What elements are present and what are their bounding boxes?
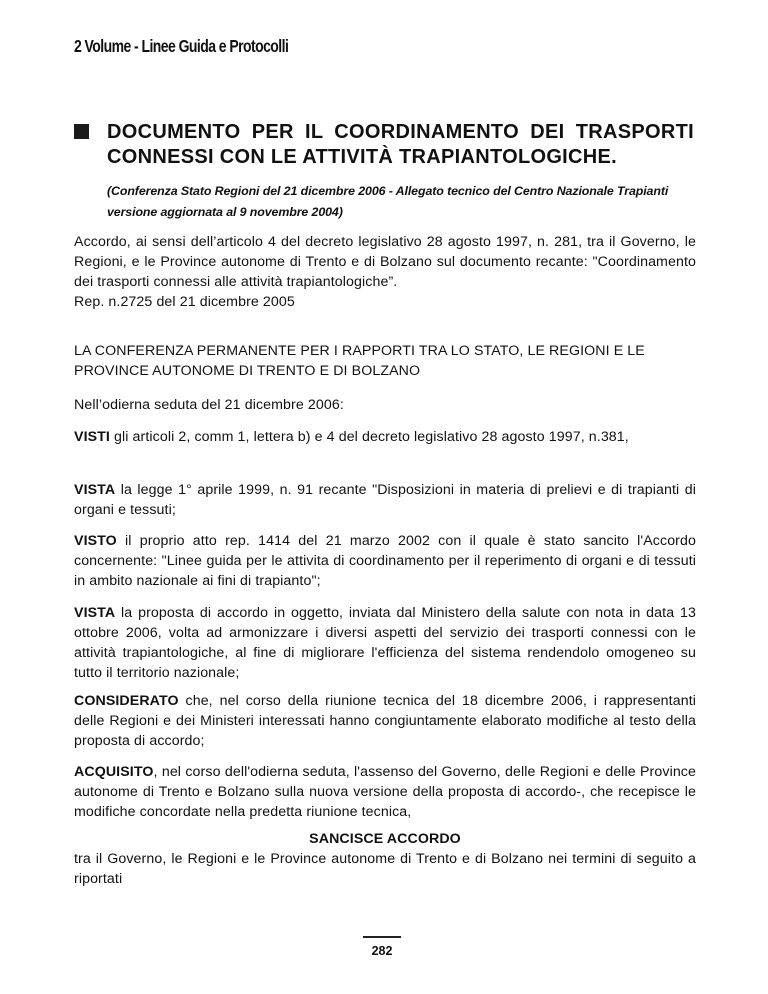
sancisce-heading: SANCISCE ACCORDO <box>309 831 461 847</box>
intro-paragraph <box>74 232 696 312</box>
premise-vista-proposta <box>74 603 696 683</box>
page-number: 282 <box>371 944 393 958</box>
premise-text: la legge 1° aprile 1999, n. 91 recante "Disposizioni in materia di prelievi e di trapianti di organi e tessuti; <box>74 482 696 518</box>
premise-text: il proprio atto rep. 1414 del 21 marzo 2002 con il quale è stato sancito l'Accordo concernente: "Linee guida per le attivita di coordinamento per il reperimento di organi e di tessuti in ambito nazionale ai fini di trapianto"; <box>74 533 696 589</box>
seduta-text: Nell’odierna seduta del 21 dicembre 2006: <box>74 397 344 413</box>
page-number-rule <box>363 936 401 938</box>
running-header: 2 Volume - Linee Guida e Protocolli <box>74 36 289 56</box>
conferenza-heading <box>74 341 696 381</box>
document-subtitle: (Conferenza Stato Regioni del 21 dicembre 2006 - Allegato tecnico del Centro Nazionale Trapianti versione aggiornata al 9 novembre 2004) <box>107 184 669 219</box>
title-line-2: CONNESSI CON LE ATTIVITÀ TRAPIANTOLOGICHE. <box>107 146 618 168</box>
sancisce-section <box>74 829 696 889</box>
premise-vista-legge <box>74 480 696 520</box>
square-bullet-icon <box>74 124 89 139</box>
premise-text: che, nel corso della riunione tecnica del 18 dicembre 2006, i rappresentanti delle Regioni e dei Ministeri interessati hanno congiuntamente elaborato modifiche al testo della proposta di accordo; <box>74 693 696 749</box>
rep-number: Rep. n.2725 del 21 dicembre 2005 <box>74 294 295 310</box>
premise-text: , nel corso dell'odierna seduta, l'assenso del Governo, delle Regioni e delle Province autonome di Trento e Bolzano sulla nuova versione della proposta di accordo-, che recepisce le modifiche concordate nella predetta riunione tecnica, <box>74 764 696 820</box>
premise-acquisito <box>74 762 696 822</box>
document-title-block <box>74 120 694 223</box>
premise-visti <box>74 427 696 447</box>
premise-keyword: VISTO <box>74 533 117 549</box>
sancisce-text: tra il Governo, le Regioni e le Province autonome di Trento e di Bolzano nei termini di seguito a riportati <box>74 851 696 887</box>
premise-keyword: CONSIDERATO <box>74 693 179 709</box>
premise-keyword: VISTI <box>74 429 110 445</box>
premise-text: gli articoli 2, comm 1, lettera b) e 4 del decreto legislativo 28 agosto 1997, n.381, <box>109 429 629 445</box>
premise-keyword: ACQUISITO <box>74 764 154 780</box>
title-line-1: DOCUMENTO PER IL COORDINAMENTO DEI TRASPORTI <box>107 121 694 143</box>
accordo-text: Accordo, ai sensi dell’articolo 4 del decreto legislativo 28 agosto 1997, n. 281, tra il Governo, le Regioni, e le Province autonome di Trento e di Bolzano sul documento recante: "Coordinamento dei trasporti connessi alle attività trapiantologiche”. <box>74 234 696 290</box>
document-title <box>107 120 694 170</box>
premise-keyword: VISTA <box>74 482 116 498</box>
premise-keyword: VISTA <box>74 605 116 621</box>
premise-text: la proposta di accordo in oggetto, inviata dal Ministero della salute con nota in data 13 ottobre 2006, volta ad armonizzare i diversi aspetti del servizio dei trasporti connessi con le attività trapiantologiche, al fine di migliorare l'efficienza del sistema rendendolo omogeneo su tutto il territorio nazionale; <box>74 605 696 681</box>
premise-visto <box>74 531 696 591</box>
seduta-line <box>74 395 696 415</box>
premise-considerato <box>74 691 696 751</box>
conferenza-text: LA CONFERENZA PERMANENTE PER I RAPPORTI TRA LO STATO, LE REGIONI E LE PROVINCE AUTONOME DI TRENTO E DI BOLZANO <box>74 343 645 379</box>
